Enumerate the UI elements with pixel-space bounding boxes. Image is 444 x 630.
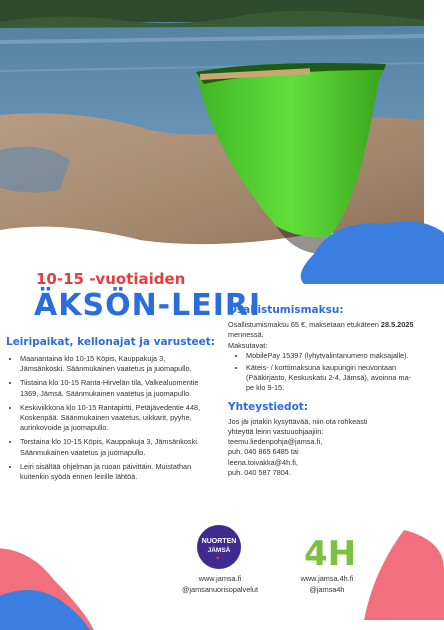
location-item: • Keskiviikkona klo 10-15 Rantapirtti, Petäjävedentie 448, Koskenpää. Säänmukainen vaatetus, uikkarit, pyyhe, aurinkovoide ja juomapullo. — [20, 403, 211, 434]
payment-item: • Käteis- / korttimaksuna kaupungin neuvontaan (Pääkirjasto, Keskuskatu 2-4, Jämsä), avoinna ma-pe klo 9-15. — [246, 363, 418, 394]
location-item: • Torstaina klo 10-15 Köpis, Kauppakuja 3, Jämsänkoski. Säänmukainen vaatetus ja juomapullo. — [20, 437, 211, 457]
fee-heading: Osallistumismaksu: — [228, 304, 344, 316]
payment-item: • MobilePay 15397 (lyhytvalintanumero maksajalle). — [246, 351, 418, 361]
locations-heading: Leiripaikat, kellonajat ja varusteet: — [6, 336, 215, 348]
logo-text: JÄMSÄ — [207, 547, 231, 554]
social-handle[interactable]: @jamsa4h — [309, 585, 345, 594]
logo-text: NUORTEN — [201, 538, 237, 545]
decorative-pink-blob-right — [364, 530, 444, 620]
contact-email[interactable]: teemu.liedenpohja@jamsa.fi, — [228, 437, 323, 447]
4h-logo — [302, 533, 357, 574]
payment-label: Maksutavat: — [228, 340, 268, 350]
decorative-blue-blob — [294, 214, 444, 284]
social-handle[interactable]: @jamsanuorisopalvelut — [182, 585, 258, 594]
footer-left — [170, 573, 270, 595]
svg-text:4H: 4H — [304, 534, 357, 574]
contact-heading: Yhteystiedot: — [228, 400, 309, 413]
contact-line: Jos jäi jotakin kysyttävää, niin ota rohkeasti — [228, 416, 368, 426]
location-item: • Leiri sisältää ohjelman ja ruoan päivittäin. Muistathan kuitenkin syödä ennen leirille lähtöä. — [20, 462, 211, 482]
decorative-blue-blob-bottom — [0, 570, 90, 630]
website-link[interactable]: www.jamsa.fi — [198, 574, 242, 583]
fee-suffix: mennessä. — [228, 330, 264, 340]
footer-right — [282, 573, 372, 595]
heart-icon: ♥ — [216, 556, 220, 562]
locations-list — [6, 350, 211, 486]
fee-section — [228, 305, 418, 478]
contact-email[interactable]: leena.toivakka@4h.fi, — [228, 457, 298, 467]
camp-title: ÄKSÖN-LEIRI — [34, 288, 262, 323]
contact-phone: puh. 040 587 7804. — [228, 467, 291, 477]
fee-date: 28.5.2025 — [380, 320, 414, 330]
age-range-heading: 10-15 -vuotiaiden — [36, 270, 186, 288]
fee-text: Osallistumismaksu 65 €, maksetaan etukäteen — [228, 320, 379, 330]
location-item: • Tiistaina klo 10-15 Ranta-Hirvelän tila, Valkealuomentie 1369, Jämsä. Säänmukainen vaatetus ja juomapullo. — [20, 378, 211, 398]
location-item: • Maanantaina klo 10-15 Köpis, Kauppakuja 3, Jämsänkoski. Säänmukainen vaatetus ja juomapullo. — [20, 354, 211, 374]
contact-line: yhteyttä leirin vastuuohjaajiin: — [228, 427, 324, 437]
contact-phone: puh. 040 865 6485 tai — [228, 447, 299, 457]
website-link[interactable]: www.jamsa.4h.fi — [300, 574, 354, 583]
nuorten-jamsa-logo — [197, 525, 241, 569]
